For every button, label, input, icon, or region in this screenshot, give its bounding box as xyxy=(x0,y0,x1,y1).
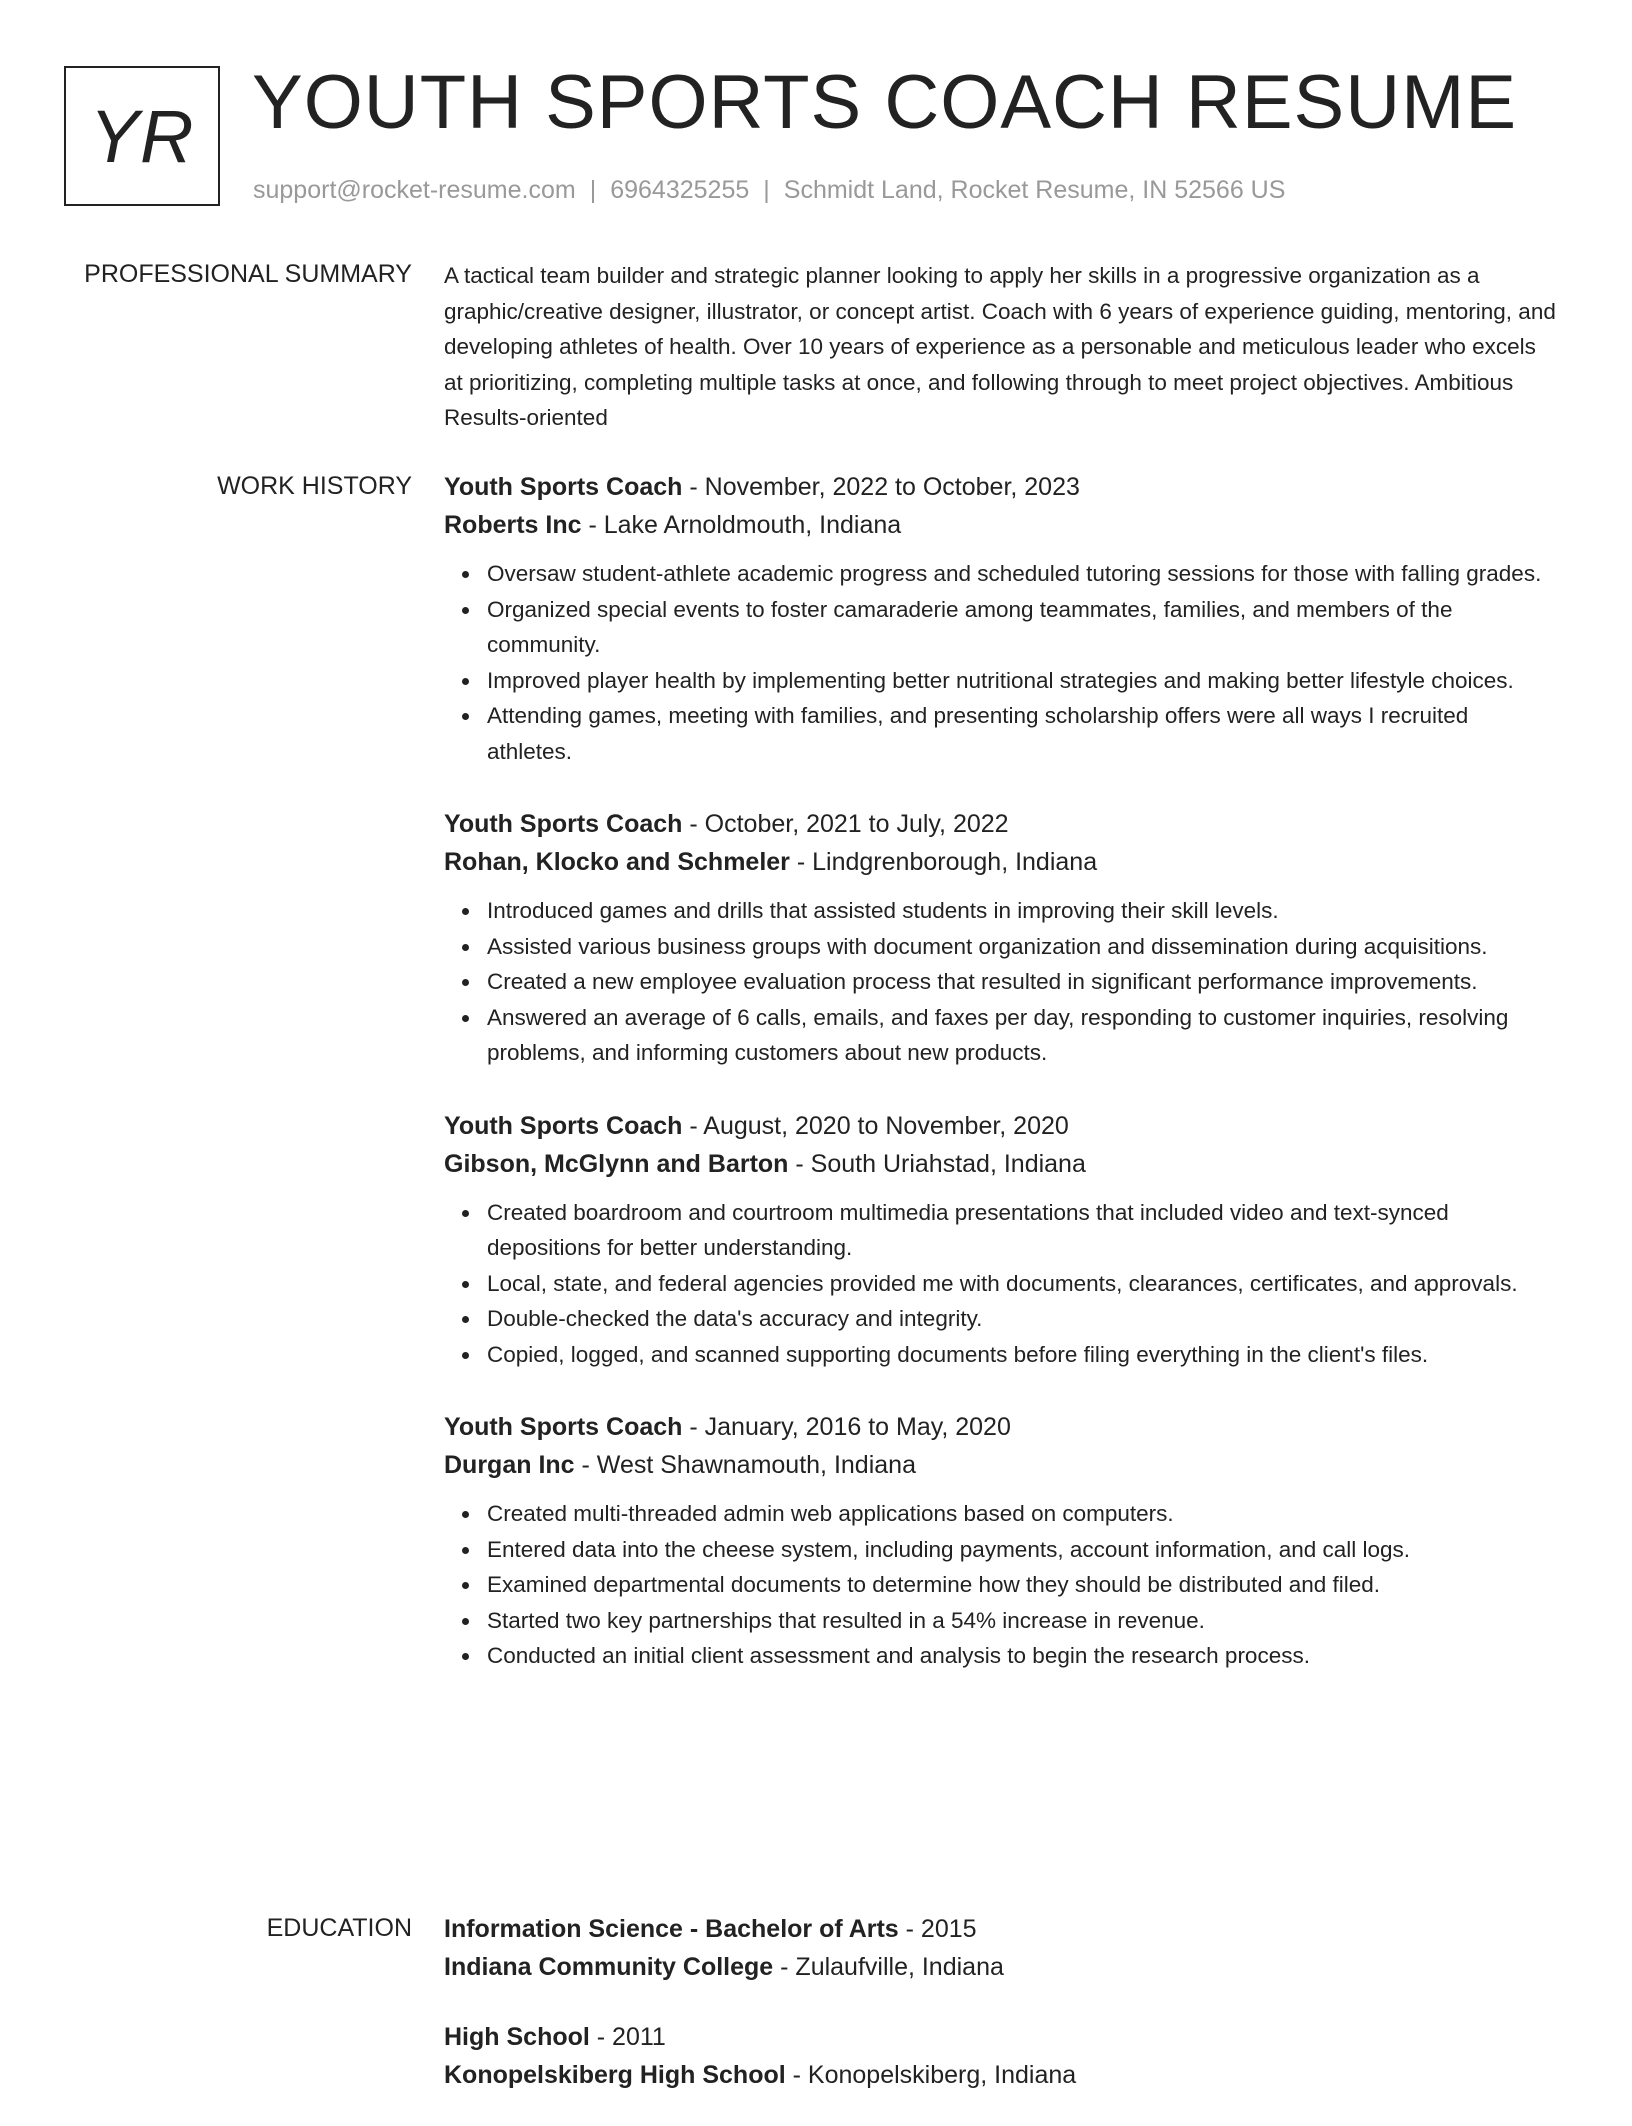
job-location: - West Shawnamouth, Indiana xyxy=(574,1451,916,1479)
job-dates: - January, 2016 to May, 2020 xyxy=(682,1413,1011,1441)
job-title-line xyxy=(444,468,1556,506)
contact-separator: | xyxy=(589,176,597,204)
job-bullet: Created multi-threaded admin web applications based on computers. xyxy=(487,1496,1556,1532)
job-bullets xyxy=(444,1195,1556,1373)
education-entry xyxy=(444,1910,1556,1986)
education-degree-line xyxy=(444,2018,1556,2056)
education-school: Indiana Community College xyxy=(444,1953,774,1981)
education-year: - 2011 xyxy=(589,2023,666,2051)
job-company: Roberts Inc xyxy=(444,511,582,539)
work-history-body xyxy=(444,468,1556,1710)
job-dates: - August, 2020 to November, 2020 xyxy=(682,1111,1069,1140)
education-degree: Information Science - Bachelor of Arts xyxy=(444,1915,899,1943)
monogram-initials: YR xyxy=(89,94,195,178)
job-bullet: Created boardroom and courtroom multimedia presentations that included video and text-synced depositions for better understanding. xyxy=(487,1195,1556,1266)
job-company-line xyxy=(444,506,1556,544)
job-bullet: Copied, logged, and scanned supporting documents before filing everything in the client's files. xyxy=(487,1337,1556,1373)
job-bullet: Assisted various business groups with document organization and dissemination during acquisitions. xyxy=(487,929,1556,965)
job-bullet: Started two key partnerships that resulted in a 54% increase in revenue. xyxy=(487,1603,1556,1639)
job-entry xyxy=(444,805,1556,1071)
job-title-line xyxy=(444,1408,1556,1446)
education-body xyxy=(444,1910,1556,2126)
job-dates: - November, 2022 to October, 2023 xyxy=(682,473,1080,501)
monogram-logo xyxy=(64,66,220,206)
job-bullet: Oversaw student-athlete academic progress and scheduled tutoring sessions for those with falling grades. xyxy=(487,556,1556,592)
job-bullet: Created a new employee evaluation process that resulted in significant performance improvements. xyxy=(487,964,1556,1000)
education-location: - Konopelskiberg, Indiana xyxy=(785,2061,1077,2089)
education-degree-line xyxy=(444,1910,1556,1948)
job-dates: - October, 2021 to July, 2022 xyxy=(682,810,1009,838)
summary-body xyxy=(444,258,1556,436)
job-bullet: Entered data into the cheese system, including payments, account information, and call logs. xyxy=(487,1532,1556,1568)
job-bullet: Conducted an initial client assessment and analysis to begin the research process. xyxy=(487,1638,1556,1674)
job-title-line xyxy=(444,805,1556,843)
job-company: Rohan, Klocko and Schmeler xyxy=(444,848,790,876)
job-entry xyxy=(444,468,1556,769)
job-bullet: Attending games, meeting with families, and presenting scholarship offers were all ways I recruited athletes. xyxy=(487,698,1556,769)
job-company: Durgan Inc xyxy=(444,1451,575,1479)
job-entry xyxy=(444,1107,1556,1373)
job-company: Gibson, McGlynn and Barton xyxy=(444,1149,789,1178)
contact-address: Schmidt Land, Rocket Resume, IN 52566 US xyxy=(783,176,1286,204)
job-bullets xyxy=(444,556,1556,769)
job-title: Youth Sports Coach xyxy=(444,1111,683,1140)
education-location: - Zulaufville, Indiana xyxy=(773,1953,1004,1981)
job-title: Youth Sports Coach xyxy=(444,810,683,838)
education-school-line xyxy=(444,2056,1556,2094)
job-bullet: Double-checked the data's accuracy and integrity. xyxy=(487,1301,1556,1337)
job-bullets xyxy=(444,893,1556,1071)
job-bullet: Examined departmental documents to determine how they should be distributed and filed. xyxy=(487,1567,1556,1603)
summary-text: A tactical team builder and strategic planner looking to apply her skills in a progressive organization as a graphic/creative designer, illustrator, or concept artist. Coach with 6 years of experience guiding, mentoring, and developing athletes of health. Over 10 years of experience as a personable and meticulous leader who excels at prioritizing, completing multiple tasks at once, and following through to meet project objectives. Ambitious Results-oriented xyxy=(444,263,1556,430)
job-location: - South Uriahstad, Indiana xyxy=(788,1149,1086,1178)
contact-phone: 6964325255 xyxy=(610,176,750,204)
job-title: Youth Sports Coach xyxy=(444,473,683,501)
job-company-line xyxy=(444,843,1556,881)
section-label-education: EDUCATION xyxy=(266,1914,412,1942)
section-label-summary: PROFESSIONAL SUMMARY xyxy=(84,260,412,288)
job-bullet: Answered an average of 6 calls, emails, and faxes per day, responding to customer inquiries, resolving problems, and informing customers about new products. xyxy=(487,1000,1556,1071)
job-bullet: Improved player health by implementing better nutritional strategies and making better lifestyle choices. xyxy=(487,663,1556,699)
job-bullet: Organized special events to foster camaraderie among teammates, families, and members of the community. xyxy=(487,592,1556,663)
job-bullet: Introduced games and drills that assisted students in improving their skill levels. xyxy=(487,893,1556,929)
education-school: Konopelskiberg High School xyxy=(444,2061,786,2089)
job-bullets xyxy=(444,1496,1556,1674)
job-company-line xyxy=(444,1145,1556,1183)
job-title: Youth Sports Coach xyxy=(444,1413,683,1441)
section-label-work-history: WORK HISTORY xyxy=(217,472,412,500)
job-location: - Lake Arnoldmouth, Indiana xyxy=(581,511,902,539)
job-location: - Lindgrenborough, Indiana xyxy=(789,848,1098,876)
job-title-line xyxy=(444,1107,1556,1145)
contact-separator: | xyxy=(763,176,770,204)
resume-title: YOUTH SPORTS COACH RESUME xyxy=(252,60,1518,145)
education-year: - 2015 xyxy=(898,1915,977,1943)
job-company-line xyxy=(444,1446,1556,1484)
education-degree: High School xyxy=(444,2023,590,2051)
contact-line xyxy=(253,172,1285,208)
education-entry xyxy=(444,2018,1556,2094)
job-bullet: Local, state, and federal agencies provided me with documents, clearances, certificates, and approvals. xyxy=(487,1266,1556,1302)
job-entry xyxy=(444,1408,1556,1674)
education-school-line xyxy=(444,1948,1556,1986)
contact-email: support@rocket-resume.com xyxy=(253,176,576,204)
